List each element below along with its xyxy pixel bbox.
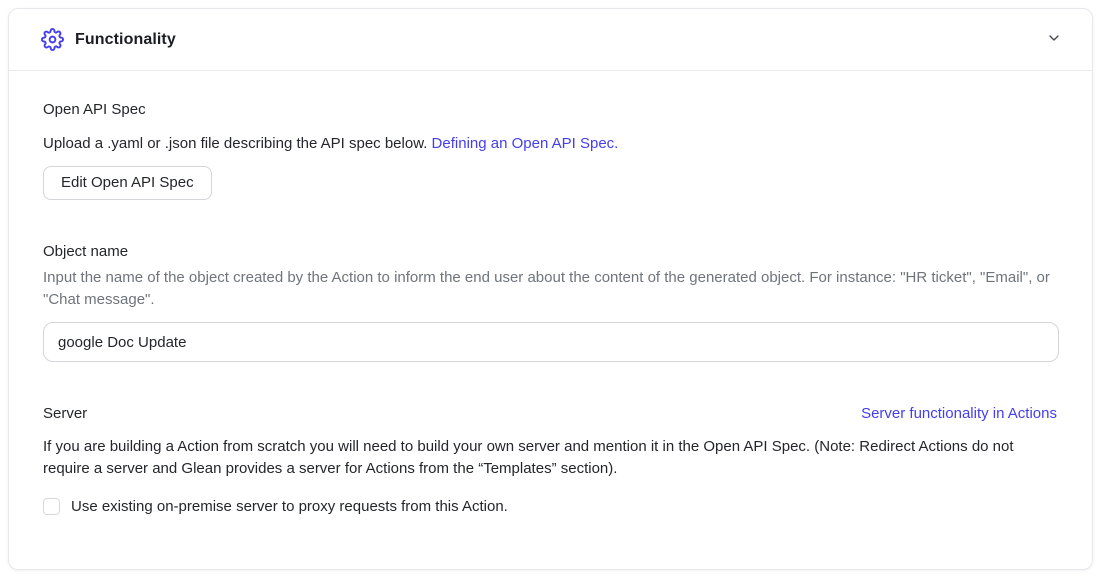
chevron-down-icon (1046, 30, 1062, 49)
panel-header (9, 9, 1092, 71)
on-premise-checkbox-label: Use existing on-premise server to proxy requests from this Action. (71, 498, 508, 515)
on-premise-server-checkbox[interactable] (43, 498, 60, 515)
server-header-row (43, 405, 1057, 422)
functionality-panel (8, 8, 1093, 570)
server-description: If you are building a Action from scratch you will need to build your own server and mention it in the Open API Spec. (Note: Redirect Actions do not require a server and Glean provides a server for Actions from the “Templates” section). (43, 438, 1014, 477)
object-name-section (43, 244, 1057, 362)
server-functionality-link[interactable]: Server functionality in Actions (861, 405, 1057, 422)
open-api-spec-description (43, 133, 1057, 155)
defining-open-api-spec-link[interactable]: Defining an Open API Spec. (431, 135, 619, 152)
open-api-spec-label: Open API Spec (43, 101, 146, 118)
server-label: Server (43, 405, 88, 422)
gear-icon (41, 28, 64, 51)
collapse-panel-button[interactable] (1042, 26, 1066, 53)
panel-title: Functionality (75, 30, 176, 48)
panel-body (9, 71, 1092, 515)
open-api-spec-section (43, 102, 1057, 200)
object-name-input[interactable] (43, 322, 1059, 362)
object-name-label: Object name (43, 243, 129, 260)
edit-open-api-spec-button[interactable]: Edit Open API Spec (43, 166, 212, 200)
on-premise-checkbox-row (43, 498, 1057, 515)
object-name-description: Input the name of the object created by the Action to inform the end user about the content of the generated object. For instance: "HR ticket", "Email", or "Chat message". (43, 269, 1050, 308)
server-section (43, 405, 1057, 515)
open-api-spec-description-text: Upload a .yaml or .json file describing the API spec below. (43, 135, 432, 152)
